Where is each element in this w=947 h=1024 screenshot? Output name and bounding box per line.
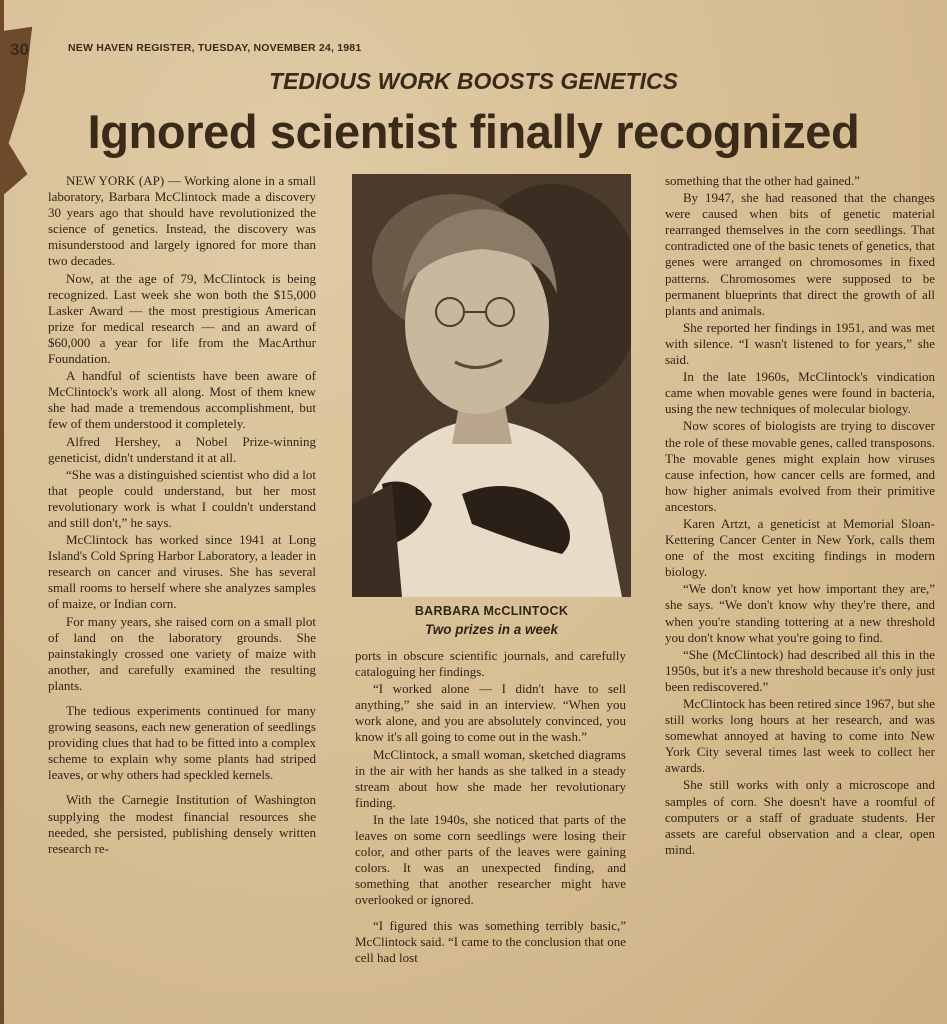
paragraph: A handful of scientists have been aware of McClintock's work all along. Most of them knew she had made a tremendous accomplishment, but few of them understood it completely. — [48, 368, 316, 432]
paragraph: Alfred Hershey, a Nobel Prize-winning geneticist, didn't understand it at all. — [48, 433, 316, 465]
paragraph: In the late 1940s, she noticed that parts of the leaves on some corn seedlings were losing their color, and other parts of the leaves were gaining colors. It was an unexpected finding, and something that another researcher might have overlooked or ignored. — [355, 811, 626, 908]
paragraph: By 1947, she had reasoned that the changes were caused when bits of genetic material rearranged themselves in the corn seedlings. That contradicted one of the basic tenets of genetics, that genes were arranged on chromosomes in fixed patterns. Chromosomes were supposed to be permanent blueprints that direct the growth of all plants and animals. — [665, 190, 935, 318]
paragraph: “I worked alone — I didn't have to sell anything,” she said in an interview. “When you work alone, and you are absolutely convinced, you know it's all going to come out in the wash.” — [355, 681, 626, 745]
column-gap — [48, 695, 316, 703]
paragraph: The tedious experiments continued for many growing seasons, each new generation of seedlings providing clues that had to be fitted into a complex scheme to explain why some plants had striped leaves, or why others had speckled kernels. — [48, 703, 316, 783]
paragraph: She reported her findings in 1951, and was met with silence. “I wasn't listened to for years,” she said. — [665, 319, 935, 368]
dateline: NEW HAVEN REGISTER, TUESDAY, NOVEMBER 24, 1981 — [68, 42, 362, 54]
paragraph: McClintock has worked since 1941 at Long Island's Cold Spring Harbor Laboratory, a leader in research on cancer and viruses. She has several small rooms to herself where she analyzes samples of maize, or Indian corn. — [48, 532, 316, 612]
paragraph: “She (McClintock) had described all this in the 1950s, but it's a new threshold because it's only just been rediscovered.” — [665, 646, 935, 694]
portrait-illustration — [352, 174, 631, 597]
column-gap — [355, 910, 626, 918]
paragraph: “I figured this was something terribly basic,” McClintock said. “I came to the conclusion that one cell had lost — [355, 917, 626, 965]
article-column-2 — [355, 648, 626, 967]
portrait-photo — [352, 174, 631, 597]
kicker-headline: TEDIOUS WORK BOOSTS GENETICS — [269, 68, 678, 94]
paragraph: McClintock, a small woman, sketched diagrams in the air with her hands as she talked in a steady stream about how she made her revolutionary finding. — [355, 746, 626, 810]
article-column-1 — [48, 173, 316, 858]
photo-caption-name: BARBARA McCLINTOCK — [414, 604, 569, 618]
paragraph: something that the other had gained.” — [665, 173, 860, 188]
paragraph: In the late 1960s, McClintock's vindication came when movable genes were found in bacteria, using the new techniques of molecular biology. — [665, 369, 935, 417]
paragraph: For many years, she raised corn on a small plot of land on the laboratory grounds. She painstakingly crossed one variety of maize with another, and carefully examined the resulting plants. — [48, 613, 316, 693]
main-headline: Ignored scientist finally recognized — [87, 105, 860, 158]
paragraph: With the Carnegie Institution of Washington supplying the modest financial resources she needed, she persisted, publishing densely written research re- — [48, 792, 316, 856]
photo-caption-subtitle: Two prizes in a week — [424, 622, 559, 637]
paragraph: “She was a distinguished scientist who did a lot that people could understand, but her most revolutionary work is what I couldn't understand and still don't,” he says. — [48, 466, 316, 530]
paragraph: Karen Artzt, a geneticist at Memorial Sloan-Kettering Cancer Center in New York, calls them one of the most exciting findings in modern biology. — [665, 515, 935, 580]
paragraph: Now, at the age of 79, McClintock is being recognized. Last week she won both the $15,000 Lasker Award — the most prestigious American prize for medical research — and an award of $60,000 a year for life from the MacArthur Foundation. — [48, 270, 316, 367]
paragraph: Now scores of biologists are trying to discover the role of these movable genes, called transposons. The movable genes might explain how viruses cause infection, how cancer cells are formed, and how higher animals evolved from their primitive ancestors. — [665, 418, 935, 514]
paragraph: “We don't know yet how important they are,” she says. “We don't know why they're there, and when you're standing tottering at a new threshold you don't know what you're going to find. — [665, 581, 935, 645]
article-column-3 — [665, 173, 935, 859]
paragraph: ports in obscure scientific journals, and carefully cataloguing her findings. — [355, 648, 626, 680]
column-gap — [48, 784, 316, 792]
paragraph: She still works with only a microscope and samples of corn. She doesn't have a roomful of computers or a staff of graduate students. Her assets are careful observation and a clear, open mind. — [665, 777, 935, 857]
paragraph: NEW YORK (AP) — Working alone in a small laboratory, Barbara McClintock made a discovery 30 years ago that should have revolutionized the science of genetics. Instead, the discovery was misunderstood and largely ignored for more than two decades. — [48, 173, 316, 269]
page-number: 30 — [10, 40, 29, 59]
paragraph: McClintock has been retired since 1967, but she still works long hours at her research, and was somewhat annoyed at having to come into New York City several times last week to collect her awards. — [665, 696, 935, 776]
